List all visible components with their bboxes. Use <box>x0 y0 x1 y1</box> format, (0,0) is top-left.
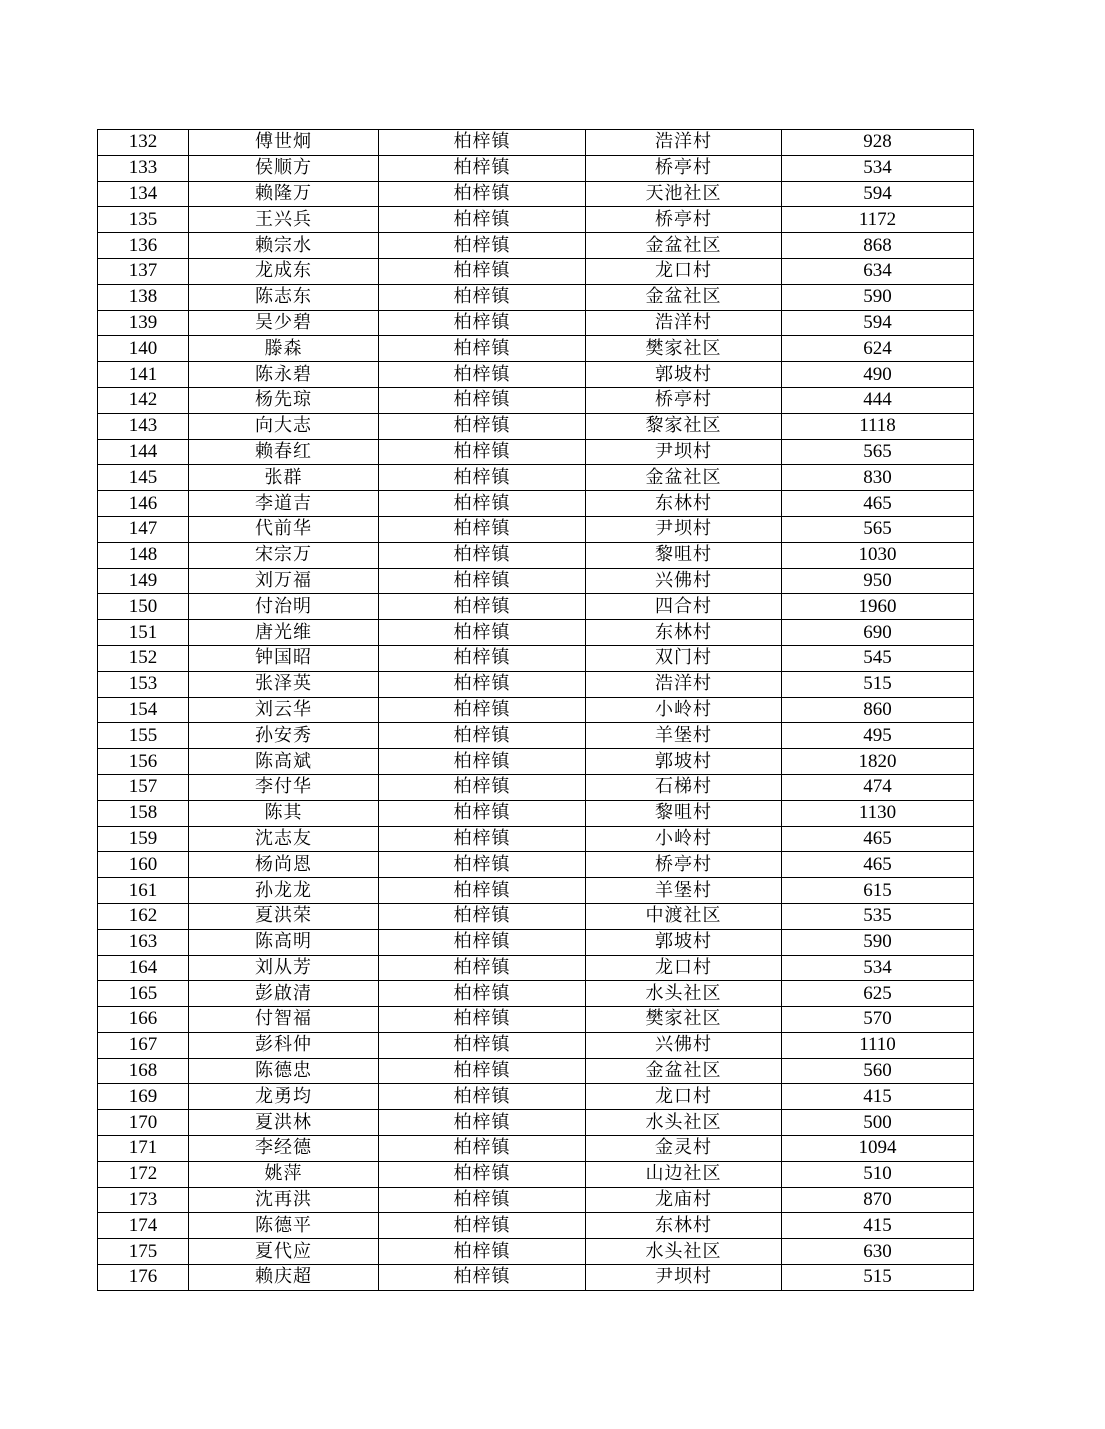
table-row <box>98 258 974 284</box>
cell-amount: 1960 <box>782 594 974 620</box>
cell-name: 张泽英 <box>189 671 379 697</box>
table-row <box>98 749 974 775</box>
cell-village: 石梯村 <box>586 774 782 800</box>
cell-number: 142 <box>98 387 189 413</box>
cell-village: 四合村 <box>586 594 782 620</box>
cell-town: 柏梓镇 <box>379 620 586 646</box>
cell-name: 陈德忠 <box>189 1058 379 1084</box>
cell-amount: 590 <box>782 929 974 955</box>
cell-town: 柏梓镇 <box>379 749 586 775</box>
cell-amount: 1130 <box>782 800 974 826</box>
cell-name: 代前华 <box>189 516 379 542</box>
cell-amount: 510 <box>782 1161 974 1187</box>
cell-name: 刘从芳 <box>189 955 379 981</box>
cell-name: 侯顺方 <box>189 155 379 181</box>
cell-name: 陈志东 <box>189 284 379 310</box>
cell-town: 柏梓镇 <box>379 697 586 723</box>
cell-village: 中渡社区 <box>586 903 782 929</box>
cell-number: 176 <box>98 1265 189 1291</box>
cell-amount: 690 <box>782 620 974 646</box>
cell-town: 柏梓镇 <box>379 723 586 749</box>
cell-name: 孙龙龙 <box>189 878 379 904</box>
cell-village: 金盆社区 <box>586 284 782 310</box>
cell-number: 159 <box>98 826 189 852</box>
cell-village: 金灵村 <box>586 1136 782 1162</box>
cell-village: 樊家社区 <box>586 1007 782 1033</box>
table-row <box>98 568 974 594</box>
table-row <box>98 1187 974 1213</box>
cell-name: 王兴兵 <box>189 207 379 233</box>
cell-town: 柏梓镇 <box>379 878 586 904</box>
cell-amount: 868 <box>782 233 974 259</box>
data-table <box>97 129 974 1291</box>
cell-amount: 490 <box>782 362 974 388</box>
cell-amount: 594 <box>782 181 974 207</box>
cell-village: 兴佛村 <box>586 568 782 594</box>
cell-village: 尹坝村 <box>586 439 782 465</box>
cell-amount: 474 <box>782 774 974 800</box>
cell-village: 水头社区 <box>586 981 782 1007</box>
table-row <box>98 491 974 517</box>
cell-village: 尹坝村 <box>586 1265 782 1291</box>
cell-town: 柏梓镇 <box>379 130 586 156</box>
cell-town: 柏梓镇 <box>379 207 586 233</box>
table-body <box>98 130 974 1291</box>
cell-village: 东林村 <box>586 491 782 517</box>
cell-name: 龙成东 <box>189 258 379 284</box>
cell-village: 桥亭村 <box>586 852 782 878</box>
cell-name: 陈永碧 <box>189 362 379 388</box>
table-row <box>98 1265 974 1291</box>
cell-village: 郭坡村 <box>586 362 782 388</box>
cell-village: 兴佛村 <box>586 1032 782 1058</box>
cell-amount: 500 <box>782 1110 974 1136</box>
cell-name: 沈再洪 <box>189 1187 379 1213</box>
table-row <box>98 1084 974 1110</box>
cell-name: 李经德 <box>189 1136 379 1162</box>
cell-amount: 415 <box>782 1213 974 1239</box>
table-row <box>98 1110 974 1136</box>
table-row <box>98 929 974 955</box>
cell-name: 滕森 <box>189 336 379 362</box>
cell-village: 东林村 <box>586 620 782 646</box>
cell-village: 羊堡村 <box>586 723 782 749</box>
cell-town: 柏梓镇 <box>379 1110 586 1136</box>
cell-village: 浩洋村 <box>586 671 782 697</box>
cell-number: 139 <box>98 310 189 336</box>
table-row <box>98 387 974 413</box>
cell-amount: 594 <box>782 310 974 336</box>
cell-number: 172 <box>98 1161 189 1187</box>
table-row <box>98 362 974 388</box>
cell-number: 156 <box>98 749 189 775</box>
cell-name: 沈志友 <box>189 826 379 852</box>
cell-town: 柏梓镇 <box>379 955 586 981</box>
cell-number: 174 <box>98 1213 189 1239</box>
cell-number: 135 <box>98 207 189 233</box>
cell-amount: 870 <box>782 1187 974 1213</box>
cell-town: 柏梓镇 <box>379 465 586 491</box>
table-row <box>98 310 974 336</box>
cell-number: 148 <box>98 542 189 568</box>
cell-amount: 444 <box>782 387 974 413</box>
table-row <box>98 465 974 491</box>
cell-town: 柏梓镇 <box>379 671 586 697</box>
cell-name: 夏洪林 <box>189 1110 379 1136</box>
cell-number: 140 <box>98 336 189 362</box>
cell-town: 柏梓镇 <box>379 929 586 955</box>
cell-amount: 928 <box>782 130 974 156</box>
cell-amount: 570 <box>782 1007 974 1033</box>
cell-village: 桥亭村 <box>586 387 782 413</box>
cell-town: 柏梓镇 <box>379 439 586 465</box>
cell-amount: 534 <box>782 955 974 981</box>
cell-amount: 465 <box>782 852 974 878</box>
cell-name: 傅世炯 <box>189 130 379 156</box>
table-row <box>98 233 974 259</box>
cell-number: 167 <box>98 1032 189 1058</box>
table-row <box>98 413 974 439</box>
table-row <box>98 284 974 310</box>
table-row <box>98 155 974 181</box>
cell-village: 尹坝村 <box>586 516 782 542</box>
cell-town: 柏梓镇 <box>379 852 586 878</box>
cell-amount: 1118 <box>782 413 974 439</box>
cell-number: 161 <box>98 878 189 904</box>
cell-town: 柏梓镇 <box>379 362 586 388</box>
cell-town: 柏梓镇 <box>379 903 586 929</box>
cell-number: 149 <box>98 568 189 594</box>
table-row <box>98 774 974 800</box>
cell-name: 夏洪荣 <box>189 903 379 929</box>
cell-number: 145 <box>98 465 189 491</box>
table-row <box>98 542 974 568</box>
cell-town: 柏梓镇 <box>379 336 586 362</box>
cell-name: 姚萍 <box>189 1161 379 1187</box>
cell-amount: 1110 <box>782 1032 974 1058</box>
table-row <box>98 981 974 1007</box>
cell-village: 浩洋村 <box>586 310 782 336</box>
cell-village: 金盆社区 <box>586 1058 782 1084</box>
table-row <box>98 336 974 362</box>
cell-number: 154 <box>98 697 189 723</box>
cell-town: 柏梓镇 <box>379 1007 586 1033</box>
cell-number: 144 <box>98 439 189 465</box>
table-row <box>98 800 974 826</box>
cell-village: 龙口村 <box>586 1084 782 1110</box>
table-row <box>98 645 974 671</box>
cell-amount: 535 <box>782 903 974 929</box>
cell-town: 柏梓镇 <box>379 258 586 284</box>
table-row <box>98 826 974 852</box>
cell-town: 柏梓镇 <box>379 233 586 259</box>
table-row <box>98 723 974 749</box>
cell-name: 赖庆超 <box>189 1265 379 1291</box>
cell-amount: 1030 <box>782 542 974 568</box>
cell-village: 黎咀村 <box>586 542 782 568</box>
cell-village: 天池社区 <box>586 181 782 207</box>
cell-town: 柏梓镇 <box>379 800 586 826</box>
cell-number: 164 <box>98 955 189 981</box>
cell-amount: 590 <box>782 284 974 310</box>
cell-town: 柏梓镇 <box>379 491 586 517</box>
cell-town: 柏梓镇 <box>379 1213 586 1239</box>
cell-name: 夏代应 <box>189 1239 379 1265</box>
cell-number: 160 <box>98 852 189 878</box>
cell-number: 165 <box>98 981 189 1007</box>
cell-number: 168 <box>98 1058 189 1084</box>
cell-number: 152 <box>98 645 189 671</box>
cell-name: 吴少碧 <box>189 310 379 336</box>
cell-village: 龙庙村 <box>586 1187 782 1213</box>
cell-town: 柏梓镇 <box>379 1032 586 1058</box>
cell-number: 138 <box>98 284 189 310</box>
cell-town: 柏梓镇 <box>379 568 586 594</box>
cell-amount: 615 <box>782 878 974 904</box>
cell-number: 166 <box>98 1007 189 1033</box>
cell-town: 柏梓镇 <box>379 413 586 439</box>
table-row <box>98 852 974 878</box>
cell-amount: 625 <box>782 981 974 1007</box>
cell-number: 136 <box>98 233 189 259</box>
cell-town: 柏梓镇 <box>379 774 586 800</box>
cell-amount: 545 <box>782 645 974 671</box>
cell-town: 柏梓镇 <box>379 310 586 336</box>
cell-name: 杨先琼 <box>189 387 379 413</box>
cell-number: 170 <box>98 1110 189 1136</box>
cell-amount: 560 <box>782 1058 974 1084</box>
cell-town: 柏梓镇 <box>379 516 586 542</box>
cell-number: 141 <box>98 362 189 388</box>
cell-amount: 415 <box>782 1084 974 1110</box>
cell-amount: 495 <box>782 723 974 749</box>
table-row <box>98 697 974 723</box>
cell-village: 龙口村 <box>586 258 782 284</box>
cell-village: 山边社区 <box>586 1161 782 1187</box>
cell-town: 柏梓镇 <box>379 594 586 620</box>
cell-name: 杨尚恩 <box>189 852 379 878</box>
table-row <box>98 955 974 981</box>
cell-town: 柏梓镇 <box>379 1136 586 1162</box>
cell-village: 金盆社区 <box>586 465 782 491</box>
cell-name: 李付华 <box>189 774 379 800</box>
table-row <box>98 1136 974 1162</box>
cell-village: 郭坡村 <box>586 749 782 775</box>
cell-village: 郭坡村 <box>586 929 782 955</box>
table-row <box>98 594 974 620</box>
cell-number: 153 <box>98 671 189 697</box>
cell-amount: 565 <box>782 516 974 542</box>
cell-amount: 1820 <box>782 749 974 775</box>
cell-number: 175 <box>98 1239 189 1265</box>
cell-number: 162 <box>98 903 189 929</box>
table-row <box>98 516 974 542</box>
table-row <box>98 620 974 646</box>
cell-village: 桥亭村 <box>586 155 782 181</box>
cell-village: 小岭村 <box>586 826 782 852</box>
cell-name: 唐光维 <box>189 620 379 646</box>
cell-name: 宋宗万 <box>189 542 379 568</box>
cell-number: 143 <box>98 413 189 439</box>
cell-amount: 565 <box>782 439 974 465</box>
cell-name: 赖隆万 <box>189 181 379 207</box>
cell-town: 柏梓镇 <box>379 1058 586 1084</box>
cell-number: 155 <box>98 723 189 749</box>
cell-amount: 534 <box>782 155 974 181</box>
cell-name: 彭啟清 <box>189 981 379 1007</box>
cell-town: 柏梓镇 <box>379 1187 586 1213</box>
table-row <box>98 1213 974 1239</box>
cell-number: 169 <box>98 1084 189 1110</box>
cell-town: 柏梓镇 <box>379 1161 586 1187</box>
cell-village: 水头社区 <box>586 1110 782 1136</box>
table-row <box>98 439 974 465</box>
cell-village: 黎家社区 <box>586 413 782 439</box>
cell-number: 173 <box>98 1187 189 1213</box>
cell-amount: 465 <box>782 491 974 517</box>
cell-name: 陈德平 <box>189 1213 379 1239</box>
table-row <box>98 671 974 697</box>
cell-name: 孙安秀 <box>189 723 379 749</box>
cell-village: 黎咀村 <box>586 800 782 826</box>
cell-village: 浩洋村 <box>586 130 782 156</box>
cell-number: 171 <box>98 1136 189 1162</box>
cell-village: 双门村 <box>586 645 782 671</box>
table-row <box>98 207 974 233</box>
table-row <box>98 878 974 904</box>
table-row <box>98 1007 974 1033</box>
cell-village: 金盆社区 <box>586 233 782 259</box>
cell-amount: 624 <box>782 336 974 362</box>
cell-name: 陈高明 <box>189 929 379 955</box>
cell-town: 柏梓镇 <box>379 387 586 413</box>
cell-village: 小岭村 <box>586 697 782 723</box>
cell-town: 柏梓镇 <box>379 1084 586 1110</box>
cell-town: 柏梓镇 <box>379 1239 586 1265</box>
cell-town: 柏梓镇 <box>379 645 586 671</box>
cell-number: 150 <box>98 594 189 620</box>
cell-amount: 950 <box>782 568 974 594</box>
table-row <box>98 1058 974 1084</box>
cell-village: 龙口村 <box>586 955 782 981</box>
cell-number: 157 <box>98 774 189 800</box>
cell-town: 柏梓镇 <box>379 1265 586 1291</box>
cell-village: 水头社区 <box>586 1239 782 1265</box>
cell-name: 付智福 <box>189 1007 379 1033</box>
cell-town: 柏梓镇 <box>379 284 586 310</box>
cell-town: 柏梓镇 <box>379 981 586 1007</box>
cell-number: 137 <box>98 258 189 284</box>
cell-number: 146 <box>98 491 189 517</box>
cell-town: 柏梓镇 <box>379 181 586 207</box>
cell-amount: 1172 <box>782 207 974 233</box>
cell-number: 133 <box>98 155 189 181</box>
cell-town: 柏梓镇 <box>379 542 586 568</box>
table-row <box>98 130 974 156</box>
cell-name: 刘万福 <box>189 568 379 594</box>
table-row <box>98 903 974 929</box>
cell-number: 134 <box>98 181 189 207</box>
cell-number: 151 <box>98 620 189 646</box>
cell-village: 东林村 <box>586 1213 782 1239</box>
cell-amount: 630 <box>782 1239 974 1265</box>
cell-name: 张群 <box>189 465 379 491</box>
cell-name: 陈其 <box>189 800 379 826</box>
cell-town: 柏梓镇 <box>379 155 586 181</box>
cell-name: 向大志 <box>189 413 379 439</box>
cell-name: 赖春红 <box>189 439 379 465</box>
cell-number: 147 <box>98 516 189 542</box>
table-row <box>98 1161 974 1187</box>
cell-name: 钟国昭 <box>189 645 379 671</box>
cell-village: 樊家社区 <box>586 336 782 362</box>
cell-amount: 515 <box>782 1265 974 1291</box>
cell-name: 付治明 <box>189 594 379 620</box>
table-row <box>98 181 974 207</box>
table-row <box>98 1239 974 1265</box>
cell-amount: 515 <box>782 671 974 697</box>
cell-name: 赖宗水 <box>189 233 379 259</box>
cell-town: 柏梓镇 <box>379 826 586 852</box>
cell-name: 刘云华 <box>189 697 379 723</box>
cell-number: 158 <box>98 800 189 826</box>
cell-amount: 634 <box>782 258 974 284</box>
cell-amount: 465 <box>782 826 974 852</box>
cell-amount: 1094 <box>782 1136 974 1162</box>
cell-number: 132 <box>98 130 189 156</box>
cell-name: 李道吉 <box>189 491 379 517</box>
cell-name: 龙勇均 <box>189 1084 379 1110</box>
cell-name: 陈高斌 <box>189 749 379 775</box>
cell-amount: 860 <box>782 697 974 723</box>
cell-amount: 830 <box>782 465 974 491</box>
cell-name: 彭科仲 <box>189 1032 379 1058</box>
cell-number: 163 <box>98 929 189 955</box>
cell-village: 桥亭村 <box>586 207 782 233</box>
table-row <box>98 1032 974 1058</box>
cell-village: 羊堡村 <box>586 878 782 904</box>
